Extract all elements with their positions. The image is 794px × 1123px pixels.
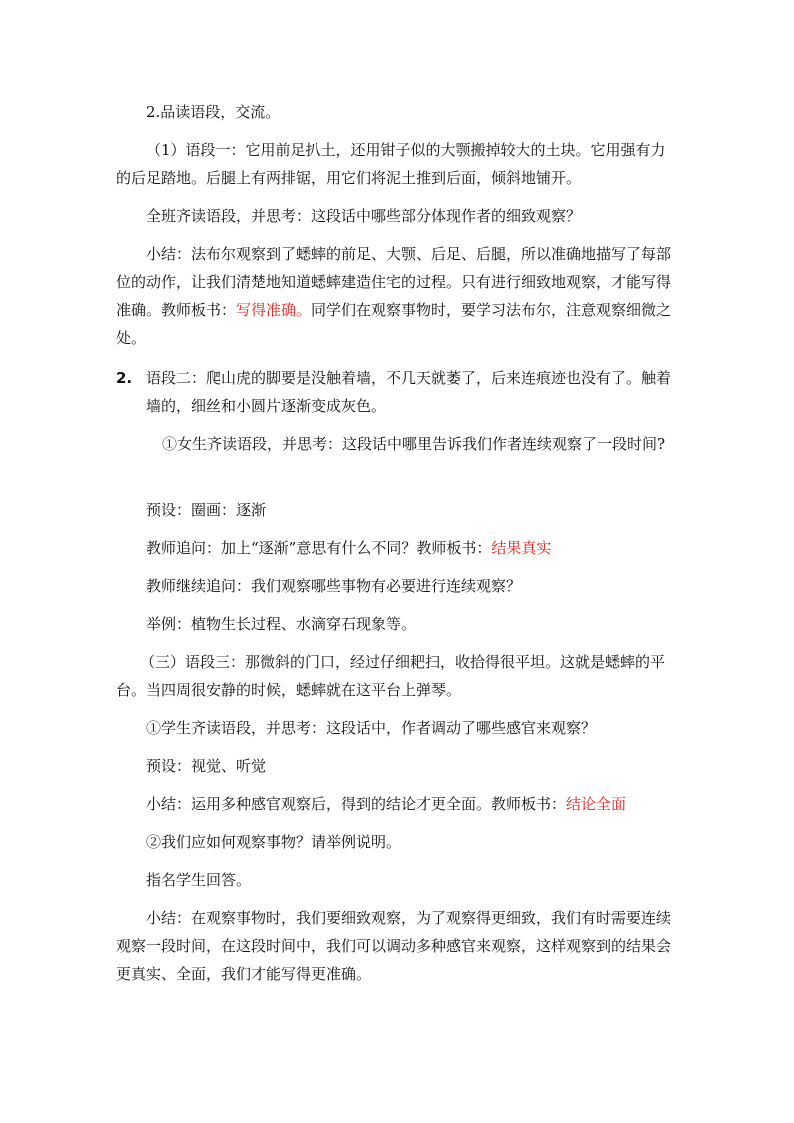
- summary-text-b: 同学们在观察事物时，要学习法布尔，注意观察细微之处。: [116, 301, 672, 347]
- example-list: 举例：植物生长过程、水滴穿石现象等。: [146, 615, 417, 633]
- task-students-reading: ①学生齐读语段，并思考：这段话中，作者调动了哪些感官来观察？: [146, 719, 597, 737]
- board-note-comprehensive: 结论全面: [566, 795, 627, 813]
- task-girls-reading: ①女生齐读语段，并思考：这段话中哪里告诉我们作者连续观察了一段时间?: [162, 435, 666, 453]
- summary-multi-senses-text: 小结：运用多种感官观察后，得到的结论才更全面。教师板书：: [146, 795, 567, 813]
- teacher-question-text: 教师追问：加上“逐渐”意思有什么不同？教师板书：: [146, 539, 492, 557]
- student-answer-prompt: 指名学生回答。: [146, 871, 252, 889]
- summary-precise-writing: [116, 240, 676, 352]
- board-note-true-result: 结果真实: [491, 539, 552, 557]
- preset-circle: 预设：圈画：逐渐: [146, 501, 267, 519]
- summary-multi-senses: [116, 790, 676, 818]
- excerpt-one: （1）语段一：它用前足扒土，还用钳子似的大颚搬掉较大的土块。它用强有力的后足踏地。后腿上有两排锯，用它们将泥土推到后面，倾斜地铺开。: [116, 141, 666, 187]
- task-class-reading: 全班齐读语段，并思考：这段话中哪些部分体现作者的细致观察？: [146, 207, 582, 225]
- preset-senses: 预设：视觉、听觉: [146, 757, 267, 775]
- excerpt-two: [116, 364, 676, 420]
- summary-text-a: 小结：法布尔观察到了蟋蟀的前足、大颚、后足、后腿，所以准确地描写了每部位的动作，让我们清楚地知道蟋蟀建造住宅的过程。只有进行细致地观察，才能写得准确。教师板书：: [116, 245, 672, 319]
- final-summary: 小结：在观察事物时，我们要细致观察，为了观察得更细致，我们有时需要连续观察一段时间，在这段时间中，我们可以调动多种感官来观察，这样观察到的结果会更真实、全面，我们才能写得更准确。: [116, 909, 672, 983]
- excerpt-two-text: 语段二：爬山虎的脚要是没触着墙，不几天就萎了，后来连痕迹也没有了。触着墙的，细丝和小圆片逐渐变成灰色。: [146, 369, 672, 415]
- teacher-followup: 教师继续追问：我们观察哪些事物有必要进行连续观察？: [146, 577, 522, 595]
- question-how-observe: ②我们应如何观察事物？请举例说明。: [146, 833, 402, 851]
- board-note-precise: 写得准确。: [236, 301, 312, 319]
- heading-reading-exchange: 2.品读语段，交流。: [146, 103, 281, 121]
- excerpt-three: （三）语段三：那微斜的门口，经过仔细耙扫，收拾得很平坦。这就是蟋蟀的平台。当四周很安静的时候，蟋蟀就在这平台上弹琴。: [116, 653, 666, 699]
- excerpt-two-number: 2.: [116, 369, 133, 387]
- teacher-question: [116, 534, 676, 562]
